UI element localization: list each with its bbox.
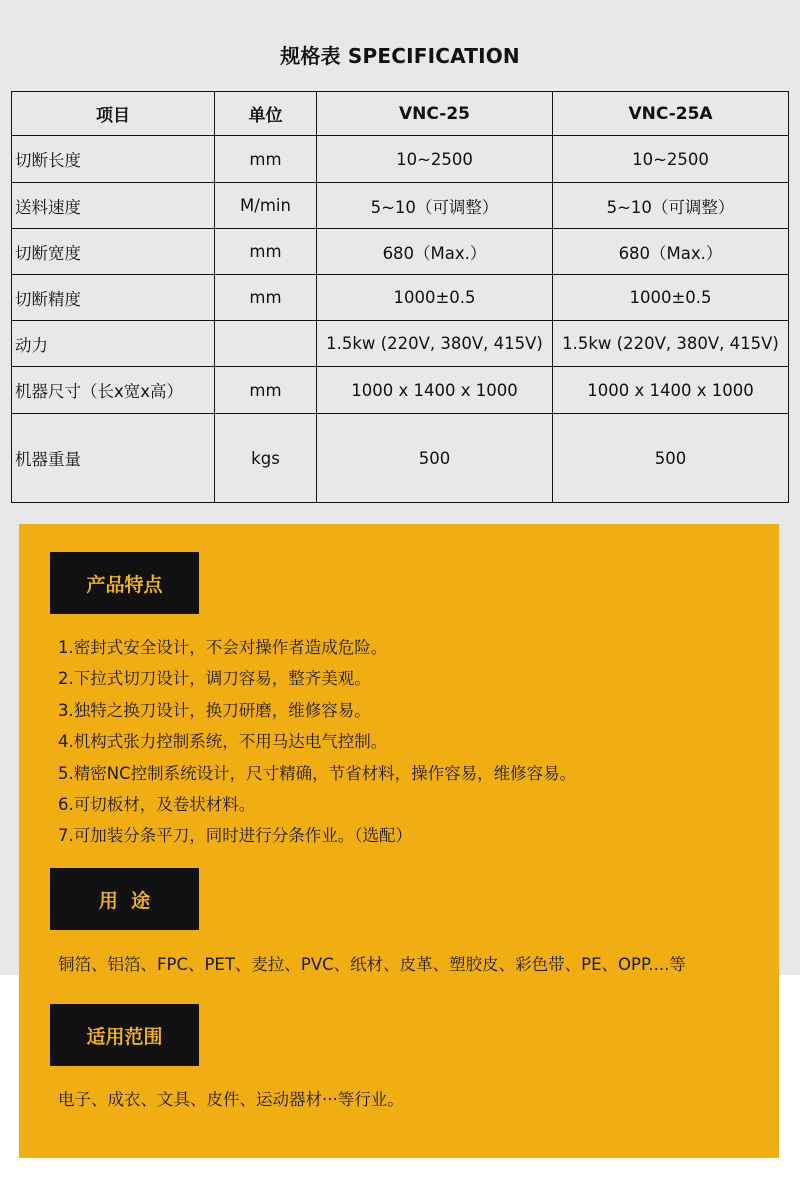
- row-vnc25: 10~2500: [317, 136, 553, 183]
- row-unit: mm: [215, 229, 317, 275]
- list-item: 2.下拉式切刀设计，调刀容易，整齐美观。: [58, 669, 371, 689]
- row-item: 切断宽度: [12, 229, 215, 275]
- header-vnc25a: VNC-25A: [553, 92, 789, 136]
- scope-heading: 适用范围: [50, 1004, 199, 1066]
- usage-text: 铜箔、铝箔、FPC、PET、麦拉、PVC、纸材、皮革、塑胶皮、彩色带、PE、OPP....等: [58, 955, 686, 974]
- row-vnc25: 1.5kw (220V, 380V, 415V): [317, 321, 553, 367]
- row-vnc25a: 10~2500: [553, 136, 789, 183]
- header-unit: 单位: [215, 92, 317, 136]
- row-item: 切断长度: [12, 136, 215, 183]
- table-header-row: [12, 92, 789, 136]
- page-title: 规格表 SPECIFICATION: [280, 44, 520, 68]
- row-vnc25a: 1000±0.5: [553, 275, 789, 321]
- row-item: 机器尺寸（长x宽x高）: [12, 367, 215, 414]
- list-item: 4.机构式张力控制系统，不用马达电气控制。: [58, 732, 388, 752]
- row-vnc25a: 500: [553, 414, 789, 503]
- header-vnc25: VNC-25: [317, 92, 553, 136]
- row-item: 机器重量: [12, 414, 215, 503]
- features-heading: 产品特点: [50, 552, 199, 614]
- table-row: [12, 414, 789, 503]
- row-vnc25a: 5~10（可调整）: [553, 183, 789, 229]
- row-vnc25a: 1000 x 1400 x 1000: [553, 367, 789, 414]
- row-item: 动力: [12, 321, 215, 367]
- row-unit: kgs: [215, 414, 317, 503]
- row-unit: M/min: [215, 183, 317, 229]
- row-unit: mm: [215, 136, 317, 183]
- table-row: [12, 183, 789, 229]
- list-item: 7.可加装分条平刀，同时进行分条作业。（选配）: [58, 826, 412, 846]
- row-vnc25: 680（Max.）: [317, 229, 553, 275]
- row-vnc25: 5~10（可调整）: [317, 183, 553, 229]
- row-vnc25a: 1.5kw (220V, 380V, 415V): [553, 321, 789, 367]
- table-row: [12, 229, 789, 275]
- list-item: 6.可切板材，及卷状材料。: [58, 794, 256, 814]
- table-row: [12, 321, 789, 367]
- features-list: [58, 632, 768, 852]
- list-item: 5.精密NC控制系统设计，尺寸精确，节省材料，操作容易，维修容易。: [58, 763, 577, 783]
- table-row: [12, 136, 789, 183]
- row-item: 切断精度: [12, 275, 215, 321]
- spec-table: [11, 91, 789, 503]
- header-item: 项目: [12, 92, 215, 136]
- row-unit: mm: [215, 367, 317, 414]
- row-vnc25: 500: [317, 414, 553, 503]
- table-row: [12, 275, 789, 321]
- row-vnc25: 1000±0.5: [317, 275, 553, 321]
- usage-heading: 用 途: [50, 868, 199, 930]
- row-unit: mm: [215, 275, 317, 321]
- table-row: [12, 367, 789, 414]
- row-vnc25a: 680（Max.）: [553, 229, 789, 275]
- row-item: 送料速度: [12, 183, 215, 229]
- row-vnc25: 1000 x 1400 x 1000: [317, 367, 553, 414]
- list-item: 3.独特之换刀设计，换刀研磨，维修容易。: [58, 700, 371, 720]
- row-unit: [215, 321, 317, 367]
- scope-text: 电子、成衣、文具、皮件、运动器材···等行业。: [58, 1090, 404, 1109]
- list-item: 1.密封式安全设计，不会对操作者造成危险。: [58, 638, 388, 657]
